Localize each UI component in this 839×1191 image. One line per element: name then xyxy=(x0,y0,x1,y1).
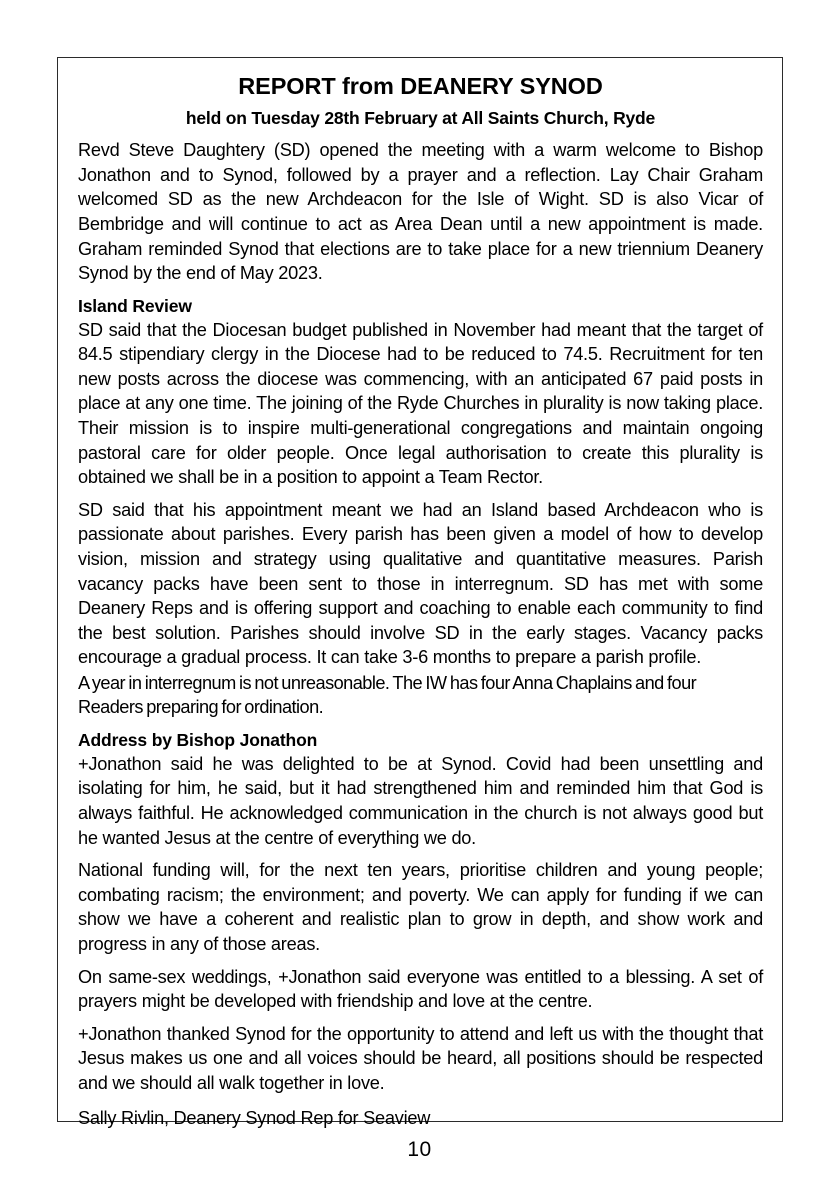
island-review-paragraph-1: SD said that the Diocesan budget published in November had meant that the target of 84.5 stipendiary clergy in the Diocese had to be reduced to 74.5. Recruitment for ten new posts across the diocese was commencing, with an anticipated 67 paid posts in place at any one time. The joining of the Ryde Churches in plurality is now taking place. Their mission is to inspire multi-generational congregations and maintain ongoing pastoral care for older people. Once legal authorisation to create this plurality is obtained we shall be in a position to appoint a Team Rector. xyxy=(78,319,763,488)
page-subtitle: held on Tuesday 28th February at All Saints Church, Ryde xyxy=(185,108,656,129)
address-paragraph-3: On same-sex weddings, +Jonathon said everyone was entitled to a blessing. A set of prayers might be developed with friendship and love at the centre. xyxy=(78,966,763,1012)
article-frame xyxy=(57,57,783,1128)
address-paragraph-1: +Jonathon said he was delighted to be at Synod. Covid had been unsettling and isolating for him, he said, but it had strengthened him and reminded him that God is always faithful. He acknowledged communication in the church is not always good but he wanted Jesus at the centre of everything we do. xyxy=(78,753,763,848)
author-signature: Sally Rivlin, Deanery Synod Rep for Seaview xyxy=(78,1107,431,1128)
island-review-paragraph-3: A year in interregnum is not unreasonable. The IW has four Anna Chaplains and four Readers preparing for ordination. xyxy=(78,672,697,718)
island-review-paragraph-2: SD said that his appointment meant we had an Island based Archdeacon who is passionate about parishes. Every parish has been given a model of how to develop vision, mission and strategy using qualitative and quantitative measures. Parish vacancy packs have been sent to those in interregnum. SD has met with some Deanery Reps and is offering support and coaching to enable each community to find the best solution. Parishes should involve SD in the early stages. Vacancy packs encourage a gradual process. It can take 3-6 months to prepare a parish profile. xyxy=(78,499,763,668)
page-title: REPORT from DEANERY SYNOD xyxy=(238,73,603,99)
address-paragraph-4: +Jonathon thanked Synod for the opportunity to attend and left us with the thought that Jesus makes us one and all voices should be heard, all positions should be respected and we should all walk together in love. xyxy=(78,1023,763,1093)
intro-paragraph: Revd Steve Daughtery (SD) opened the meeting with a warm welcome to Bishop Jonathon and to Synod, followed by a prayer and a reflection. Lay Chair Graham welcomed SD as the new Archdeacon for the Isle of Wight. SD is also Vicar of Bembridge and will continue to act as Area Dean until a new appointment is made. Graham reminded Synod that elections are to take place for a new triennium Deanery Synod by the end of May 2023. xyxy=(78,140,763,284)
address-paragraph-2: National funding will, for the next ten years, prioritise children and young people; combating racism; the environment; and poverty. We can apply for funding if we can show we have a coherent and realistic plan to grow in depth, and show work and progress in any of those areas. xyxy=(78,860,763,954)
article-content xyxy=(58,58,782,1130)
section-heading-address-by-bishop-jonathon: Address by Bishop Jonathon xyxy=(78,730,318,751)
section-heading-island-review: Island Review xyxy=(78,295,192,316)
page-number: 10 xyxy=(407,1138,432,1161)
